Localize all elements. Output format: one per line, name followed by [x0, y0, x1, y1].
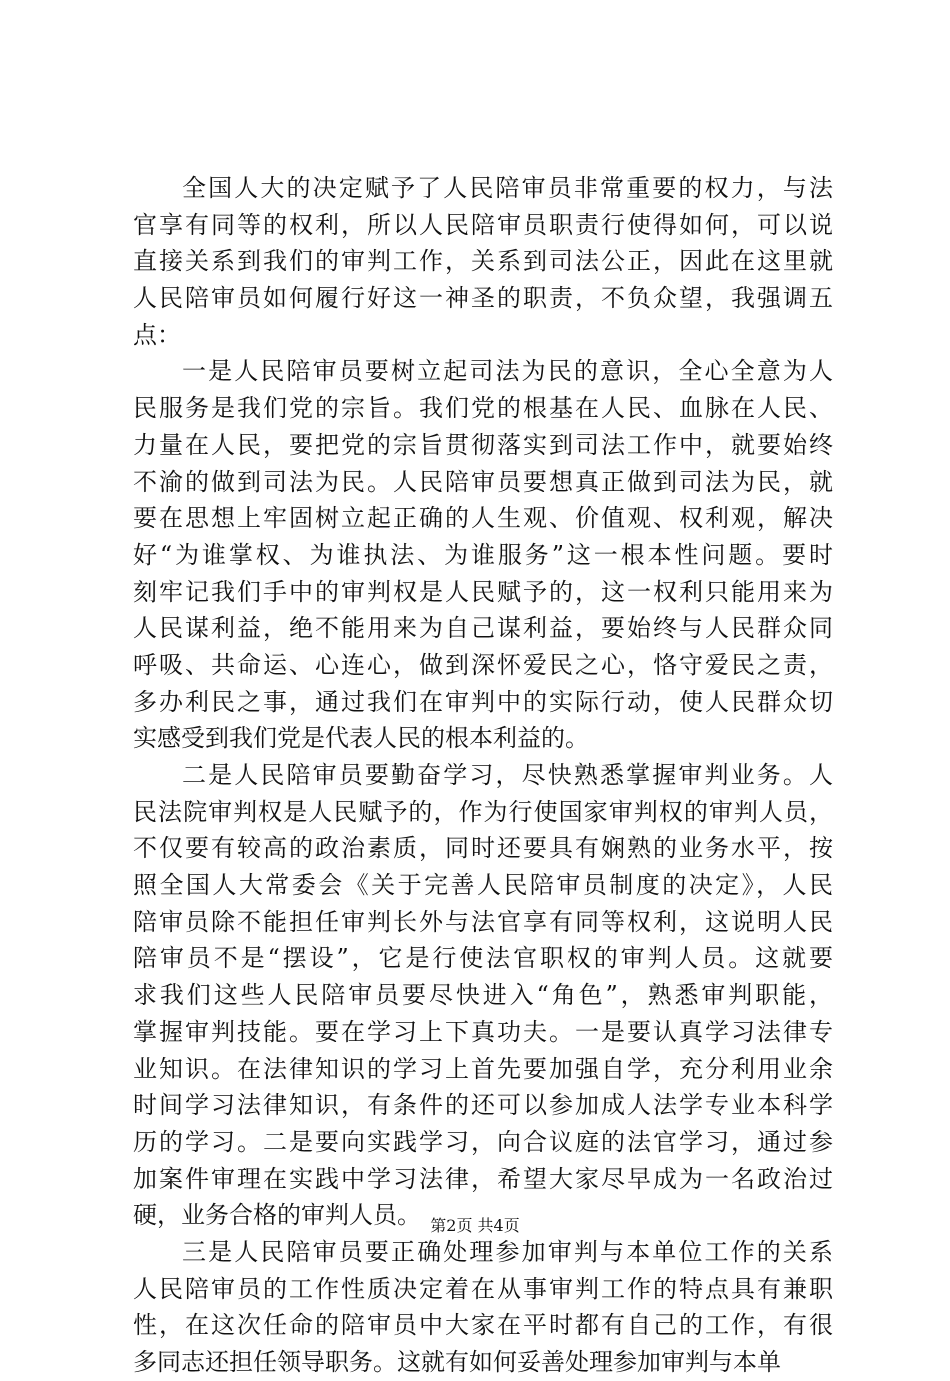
paragraph-line: 点： — [133, 320, 181, 349]
paragraph-line: 陪审员不是“摆设”，它是行使法官职权的审判人员。这就要 — [133, 944, 833, 973]
paragraph-line: 时间学习法律知识，有条件的还可以参加成人法学专业本科学 — [133, 1091, 833, 1120]
paragraph-line: 好“为谁掌权、为谁执法、为谁服务”这一根本性问题。要时 — [133, 540, 833, 569]
paragraph-line: 硬，业务合格的审判人员。 — [133, 1201, 421, 1230]
paragraph-line: 全国人大的决定赋予了人民陪审员非常重要的权力，与法 — [182, 174, 833, 202]
paragraph-line: 掌握审判技能。要在学习上下真功夫。一是要认真学习法律专 — [133, 1017, 833, 1046]
paragraph-line: 业知识。在法律知识的学习上首先要加强自学，充分利用业余 — [133, 1054, 833, 1083]
paragraph-line: 人民陪审员如何履行好这一神圣的职责，不负众望，我强调五 — [133, 284, 833, 313]
paragraph-line: 照全国人大常委会《关于完善人民陪审员制度的决定》，人民 — [133, 871, 833, 900]
page-footer: 第2页 共4页 — [430, 1216, 520, 1235]
paragraph-line: 不渝的做到司法为民。人民陪审员要想真正做到司法为民，就 — [133, 467, 833, 496]
paragraph-line: 多办利民之事，通过我们在审判中的实际行动，使人民群众切 — [133, 687, 833, 716]
paragraph-line: 加案件审理在实践中学习法律，希望大家尽早成为一名政治过 — [133, 1164, 833, 1193]
paragraph-line: 力量在人民，要把党的宗旨贯彻落实到司法工作中，就要始终 — [133, 430, 833, 459]
paragraph-line: 民服务是我们党的宗旨。我们党的根基在人民、血脉在人民、 — [133, 394, 833, 423]
paragraph-line: 一是人民陪审员要树立起司法为民的意识，全心全意为人 — [182, 357, 833, 386]
paragraph-line: 三是人民陪审员要正确处理参加审判与本单位工作的关系 — [182, 1237, 833, 1266]
paragraph-line: 陪审员除不能担任审判长外与法官享有同等权利，这说明人民 — [133, 907, 833, 936]
paragraph-line: 直接关系到我们的审判工作，关系到司法公正，因此在这里就 — [133, 247, 833, 276]
paragraph-line: 人民陪审员的工作性质决定着在从事审判工作的特点具有兼职 — [133, 1274, 833, 1303]
paragraph-line: 历的学习。二是要向实践学习，向合议庭的法官学习，通过参 — [133, 1127, 833, 1156]
paragraph-line: 官享有同等的权利，所以人民陪审员职责行使得如何，可以说 — [133, 210, 833, 239]
paragraph-line: 要在思想上牢固树立起正确的人生观、价值观、权利观，解决 — [133, 504, 833, 533]
paragraph-line: 二是人民陪审员要勤奋学习，尽快熟悉掌握审判业务。人 — [182, 761, 833, 789]
paragraph-line: 人民谋利益，绝不能用来为自己谋利益，要始终与人民群众同 — [133, 614, 833, 643]
document-body — [133, 170, 833, 1381]
paragraph-line: 不仅要有较高的政治素质，同时还要具有娴熟的业务水平，按 — [133, 834, 833, 863]
paragraph-line: 多同志还担任领导职务。这就有如何妥善处理参加审判与本单 — [133, 1348, 781, 1376]
paragraph-line: 刻牢记我们手中的审判权是人民赋予的，这一权利只能用来为 — [133, 577, 833, 606]
paragraph-line: 求我们这些人民陪审员要尽快进入“角色”，熟悉审判职能， — [133, 981, 833, 1010]
paragraph-line: 实感受到我们党是代表人民的根本利益的。 — [133, 724, 589, 753]
paragraph-line: 民法院审判权是人民赋予的，作为行使国家审判权的审判人员， — [133, 797, 833, 826]
paragraph-line: 性，在这次任命的陪审员中大家在平时都有自己的工作，有很 — [133, 1311, 833, 1340]
paragraph-line: 呼吸、共命运、心连心，做到深怀爱民之心，恪守爱民之责， — [133, 650, 833, 679]
